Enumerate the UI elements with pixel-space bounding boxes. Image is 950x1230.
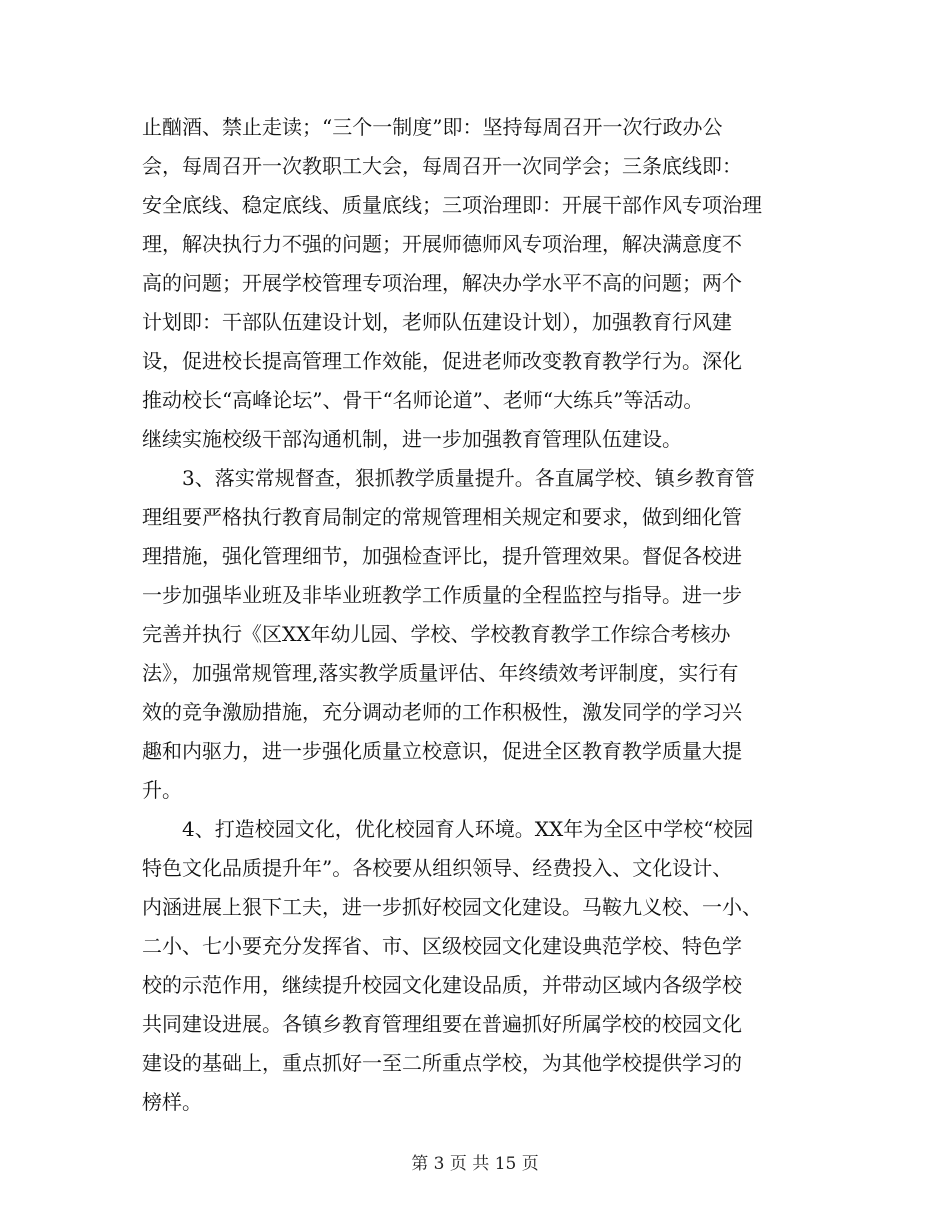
document-body [142, 108, 808, 1122]
text-line: 安全底线、稳定底线、质量底线；三项治理即：开展干部作风专项治理 [142, 193, 762, 217]
text-line: 升。 [142, 778, 182, 802]
text-line: 榜样。 [142, 1090, 202, 1114]
text-line: 理，解决执行力不强的问题；开展师德师风专项治理，解决满意度不 [142, 232, 742, 256]
text-line: 计划即：干部队伍建设计划，老师队伍建设计划），加强教育行风建 [142, 310, 732, 334]
text-line: 法》，加强常规管理,落实教学质量评估、年终绩效考评制度，实行有 [142, 661, 739, 685]
text-line: 推动校长“高峰论坛”、骨干“名师论道”、老师“大练兵”等活动。 [142, 388, 704, 412]
text-line: 一步加强毕业班及非毕业班教学工作质量的全程监控与指导。进一步 [142, 583, 742, 607]
paragraph-start-line: 4、打造校园文化，优化校园育人环境。XX年为全区中学校“校园 [142, 817, 754, 841]
text-line: 特色文化品质提升年”。各校要从组织领导、经费投入、文化设计、 [142, 856, 733, 880]
text-line: 趣和内驱力，进一步强化质量立校意识，促进全区教育教学质量大提 [142, 739, 742, 763]
paragraph-start-line: 3、落实常规督查，狠抓教学质量提升。各直属学校、镇乡教育管 [142, 466, 755, 490]
text-line: 高的问题；开展学校管理专项治理，解决办学水平不高的问题；两个 [142, 271, 742, 295]
text-line: 止酗酒、禁止走读；“三个一制度”即：坚持每周召开一次行政办公 [142, 115, 723, 139]
text-line: 理组要严格执行教育局制定的常规管理相关规定和要求，做到细化管 [142, 505, 742, 529]
text-line: 完善并执行《区XX年幼儿园、学校、学校教育教学工作综合考核办 [142, 622, 731, 646]
text-line: 校的示范作用，继续提升校园文化建设品质，并带动区域内各级学校 [142, 973, 742, 997]
text-line: 理措施，强化管理细节，加强检查评比，提升管理效果。督促各校进 [142, 544, 742, 568]
text-line: 二小、七小要充分发挥省、市、区级校园文化建设典范学校、特色学 [142, 934, 742, 958]
text-line: 继续实施校级干部沟通机制，进一步加强教育管理队伍建设。 [142, 427, 682, 451]
text-line: 效的竞争激励措施，充分调动老师的工作积极性，激发同学的学习兴 [142, 700, 742, 724]
text-line: 共同建设进展。各镇乡教育管理组要在普遍抓好所属学校的校园文化 [142, 1012, 742, 1036]
text-line: 会，每周召开一次教职工大会，每周召开一次同学会；三条底线即： [142, 154, 742, 178]
page-number-footer: 第 3 页 共 15 页 [411, 1154, 539, 1174]
text-line: 内涵进展上狠下工夫，进一步抓好校园文化建设。马鞍九义校、一小、 [142, 895, 762, 919]
text-line: 建设的基础上，重点抓好一至二所重点学校，为其他学校提供学习的 [142, 1051, 742, 1075]
text-line: 设，促进校长提高管理工作效能，促进老师改变教育教学行为。深化 [142, 349, 742, 373]
